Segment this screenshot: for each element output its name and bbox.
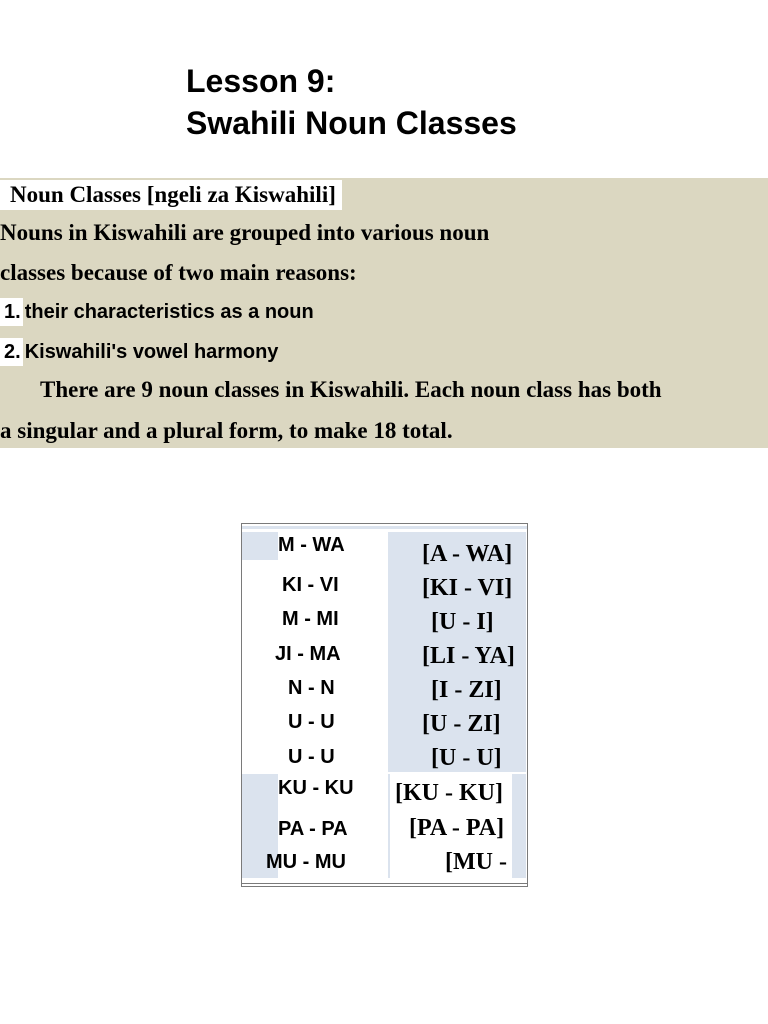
noun-class-cell: M - WA xyxy=(278,534,345,556)
noun-class-cell: U - U xyxy=(288,711,335,733)
agreement-cell: [U - U] xyxy=(431,745,502,771)
noun-class-cell: JI - MA xyxy=(275,643,341,665)
reason-text-2: Kiswahili's vowel harmony xyxy=(24,341,279,363)
agreement-cell: [U - ZI] xyxy=(422,711,501,737)
reason-item-2 xyxy=(0,338,278,366)
reason-item-1 xyxy=(0,298,314,326)
intro-line-1: Nouns in Kiswahili are grouped into various noun xyxy=(0,220,490,245)
agreement-cell: [MU - xyxy=(445,849,507,875)
summary-line-1: There are 9 noun classes in Kiswahili. Each noun class has both xyxy=(40,377,662,402)
noun-class-table xyxy=(241,523,528,887)
table-bottom-rule xyxy=(242,883,527,884)
intro-line-2: classes because of two main reasons: xyxy=(0,260,357,285)
noun-class-cell: U - U xyxy=(288,746,335,768)
agreement-cell: [LI - YA] xyxy=(422,643,515,669)
section-heading: Noun Classes [ngeli za Kiswahili] xyxy=(0,180,342,210)
agreement-cell: [KU - KU] xyxy=(395,780,503,806)
table-shade xyxy=(388,774,390,878)
table-shade xyxy=(512,774,526,878)
noun-class-cell: KU - KU xyxy=(278,777,354,799)
agreement-cell: [KI - VI] xyxy=(422,575,513,601)
agreement-cell: [A - WA] xyxy=(422,541,513,567)
lesson-title-line2: Swahili Noun Classes xyxy=(186,105,517,141)
reason-text-1: their characteristics as a noun xyxy=(24,301,314,323)
reason-number-1: 1. xyxy=(0,298,23,326)
table-shade xyxy=(242,532,278,560)
table-top-rule xyxy=(242,526,527,529)
noun-class-cell: M - MI xyxy=(282,608,339,630)
noun-class-cell: N - N xyxy=(288,677,335,699)
reason-number-2: 2. xyxy=(0,338,23,366)
summary-line-2: a singular and a plural form, to make 18 total. xyxy=(0,418,453,443)
agreement-cell: [I - ZI] xyxy=(431,677,502,703)
noun-class-cell: PA - PA xyxy=(278,818,348,840)
agreement-cell: [U - I] xyxy=(431,609,494,635)
agreement-cell: [PA - PA] xyxy=(409,815,505,841)
lesson-title-line1: Lesson 9: xyxy=(186,63,336,99)
noun-class-cell: MU - MU xyxy=(266,851,346,873)
lesson-title xyxy=(186,60,517,144)
noun-class-cell: KI - VI xyxy=(282,574,339,596)
